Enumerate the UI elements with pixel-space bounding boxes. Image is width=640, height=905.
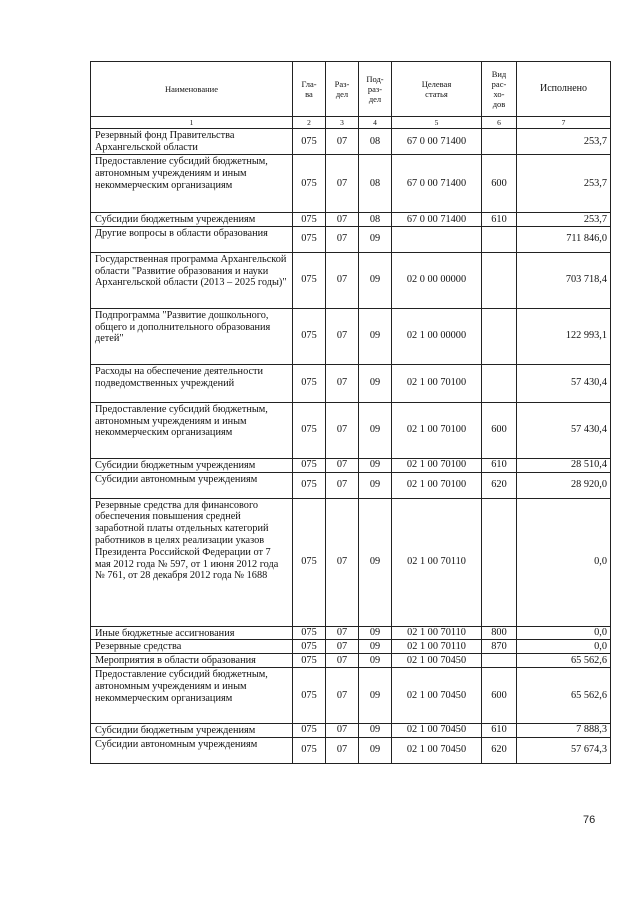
row-podrazdel: 09: [359, 737, 392, 763]
row-vid: [482, 498, 517, 626]
row-amount: 711 846,0: [517, 226, 611, 252]
table-row: [91, 654, 611, 668]
row-podrazdel: 09: [359, 226, 392, 252]
row-amount: 253,7: [517, 155, 611, 213]
row-glava: 075: [293, 723, 326, 737]
row-vid: 620: [482, 737, 517, 763]
table-row: [91, 626, 611, 640]
row-podrazdel: 09: [359, 472, 392, 498]
row-name: Субсидии автономным учреждениям: [91, 472, 293, 498]
row-vid: 610: [482, 723, 517, 737]
row-podrazdel: 09: [359, 654, 392, 668]
row-amount: 703 718,4: [517, 252, 611, 308]
row-vid: [482, 252, 517, 308]
row-podrazdel: 08: [359, 213, 392, 227]
row-vid: [482, 226, 517, 252]
row-podrazdel: 08: [359, 129, 392, 155]
row-podrazdel: 09: [359, 364, 392, 402]
row-target: 02 1 00 70450: [392, 723, 482, 737]
table-row: [91, 402, 611, 458]
row-name: Субсидии бюджетным учреждениям: [91, 213, 293, 227]
row-razdel: 07: [326, 472, 359, 498]
row-glava: 075: [293, 213, 326, 227]
row-vid: 610: [482, 458, 517, 472]
header-name: Наименование: [91, 62, 293, 117]
row-vid: 600: [482, 667, 517, 723]
table-body: [91, 129, 611, 764]
row-razdel: 07: [326, 640, 359, 654]
row-vid: [482, 364, 517, 402]
row-razdel: 07: [326, 155, 359, 213]
table-row: [91, 308, 611, 364]
row-glava: 075: [293, 252, 326, 308]
row-amount: 7 888,3: [517, 723, 611, 737]
row-podrazdel: 09: [359, 458, 392, 472]
row-glava: 075: [293, 640, 326, 654]
row-name: Подпрограмма "Развитие дошкольного, общего и дополнительного образования детей": [91, 308, 293, 364]
table-row: [91, 667, 611, 723]
row-razdel: 07: [326, 129, 359, 155]
column-number: 6: [482, 117, 517, 129]
row-glava: 075: [293, 155, 326, 213]
row-name: Мероприятия в области образования: [91, 654, 293, 668]
row-podrazdel: 09: [359, 723, 392, 737]
row-vid: 600: [482, 402, 517, 458]
row-podrazdel: 09: [359, 640, 392, 654]
row-glava: 075: [293, 129, 326, 155]
row-amount: 28 920,0: [517, 472, 611, 498]
row-name: Государственная программа Архангельской области "Развитие образования и науки Архангельской области (2013 – 2025 годы)": [91, 252, 293, 308]
row-amount: 57 674,3: [517, 737, 611, 763]
row-razdel: 07: [326, 626, 359, 640]
row-target: 02 1 00 00000: [392, 308, 482, 364]
row-amount: 57 430,4: [517, 364, 611, 402]
row-vid: [482, 654, 517, 668]
row-target: 67 0 00 71400: [392, 213, 482, 227]
row-amount: 0,0: [517, 626, 611, 640]
row-razdel: 07: [326, 226, 359, 252]
row-name: Резервный фонд Правительства Архангельской области: [91, 129, 293, 155]
column-number: 4: [359, 117, 392, 129]
row-vid: [482, 308, 517, 364]
row-name: Предоставление субсидий бюджетным, автономным учреждениям и иным некоммерческим организациям: [91, 402, 293, 458]
table-row: [91, 252, 611, 308]
table-row: [91, 213, 611, 227]
row-vid: [482, 129, 517, 155]
header-podrazdel: Под- раз- дел: [359, 62, 392, 117]
header-executed: Исполнено: [517, 62, 611, 117]
row-name: Резервные средства: [91, 640, 293, 654]
row-razdel: 07: [326, 737, 359, 763]
row-target: 02 1 00 70100: [392, 402, 482, 458]
row-target: 02 1 00 70100: [392, 458, 482, 472]
row-razdel: 07: [326, 654, 359, 668]
row-name: Субсидии бюджетным учреждениям: [91, 723, 293, 737]
row-name: Предоставление субсидий бюджетным, автономным учреждениям и иным некоммерческим организациям: [91, 667, 293, 723]
column-number-row: [91, 117, 611, 129]
column-number: 1: [91, 117, 293, 129]
row-name: Субсидии автономным учреждениям: [91, 737, 293, 763]
row-glava: 075: [293, 458, 326, 472]
row-vid: 620: [482, 472, 517, 498]
row-vid: 610: [482, 213, 517, 227]
row-glava: 075: [293, 472, 326, 498]
row-podrazdel: 09: [359, 498, 392, 626]
row-razdel: 07: [326, 458, 359, 472]
row-amount: 122 993,1: [517, 308, 611, 364]
row-razdel: 07: [326, 308, 359, 364]
budget-execution-table: [90, 61, 611, 764]
row-glava: 075: [293, 626, 326, 640]
table-row: [91, 129, 611, 155]
header-target: Целевая статья: [392, 62, 482, 117]
row-podrazdel: 09: [359, 402, 392, 458]
table-row: [91, 458, 611, 472]
row-amount: 57 430,4: [517, 402, 611, 458]
header-vid: Вид рас- хо- дов: [482, 62, 517, 117]
row-razdel: 07: [326, 213, 359, 227]
row-vid: 600: [482, 155, 517, 213]
row-target: [392, 226, 482, 252]
row-glava: 075: [293, 226, 326, 252]
row-podrazdel: 09: [359, 667, 392, 723]
row-amount: 253,7: [517, 129, 611, 155]
table-row: [91, 226, 611, 252]
row-target: 67 0 00 71400: [392, 129, 482, 155]
column-number: 3: [326, 117, 359, 129]
row-name: Предоставление субсидий бюджетным, автономным учреждениям и иным некоммерческим организациям: [91, 155, 293, 213]
row-amount: 0,0: [517, 498, 611, 626]
row-razdel: 07: [326, 402, 359, 458]
header-razdel: Раз- дел: [326, 62, 359, 117]
table-row: [91, 155, 611, 213]
row-podrazdel: 09: [359, 308, 392, 364]
row-target: 02 0 00 00000: [392, 252, 482, 308]
table-row: [91, 723, 611, 737]
row-name: Резервные средства для финансового обеспечения повышения средней заработной платы отдельных категорий работников в целях реализации указов Президента Российской Федерации от 7 мая 2012 года № 597, от 1 июня 2012 года № 761, от 28 декабря 2012 года № 1688: [91, 498, 293, 626]
page-number: 76: [583, 814, 596, 826]
row-podrazdel: 09: [359, 252, 392, 308]
row-amount: 65 562,6: [517, 667, 611, 723]
table-row: [91, 364, 611, 402]
row-target: 02 1 00 70100: [392, 472, 482, 498]
row-podrazdel: 09: [359, 626, 392, 640]
column-number: 2: [293, 117, 326, 129]
row-razdel: 07: [326, 252, 359, 308]
table-row: [91, 640, 611, 654]
row-podrazdel: 08: [359, 155, 392, 213]
row-razdel: 07: [326, 723, 359, 737]
row-amount: 28 510,4: [517, 458, 611, 472]
row-name: Расходы на обеспечение деятельности подведомственных учреждений: [91, 364, 293, 402]
row-amount: 65 562,6: [517, 654, 611, 668]
row-glava: 075: [293, 364, 326, 402]
column-number: 7: [517, 117, 611, 129]
row-vid: 870: [482, 640, 517, 654]
row-name: Субсидии бюджетным учреждениям: [91, 458, 293, 472]
table-row: [91, 472, 611, 498]
row-target: 02 1 00 70110: [392, 640, 482, 654]
table-row: [91, 498, 611, 626]
row-glava: 075: [293, 498, 326, 626]
row-vid: 800: [482, 626, 517, 640]
row-glava: 075: [293, 667, 326, 723]
row-target: 02 1 00 70110: [392, 498, 482, 626]
row-target: 02 1 00 70100: [392, 364, 482, 402]
row-glava: 075: [293, 402, 326, 458]
table-row: [91, 737, 611, 763]
table-header-row: [91, 62, 611, 117]
row-glava: 075: [293, 654, 326, 668]
row-razdel: 07: [326, 498, 359, 626]
header-glava: Гла- ва: [293, 62, 326, 117]
row-target: 02 1 00 70450: [392, 654, 482, 668]
row-target: 02 1 00 70450: [392, 667, 482, 723]
column-number: 5: [392, 117, 482, 129]
row-amount: 253,7: [517, 213, 611, 227]
row-name: Иные бюджетные ассигнования: [91, 626, 293, 640]
row-target: 02 1 00 70450: [392, 737, 482, 763]
row-razdel: 07: [326, 364, 359, 402]
row-name: Другие вопросы в области образования: [91, 226, 293, 252]
row-target: 67 0 00 71400: [392, 155, 482, 213]
row-target: 02 1 00 70110: [392, 626, 482, 640]
row-glava: 075: [293, 737, 326, 763]
row-amount: 0,0: [517, 640, 611, 654]
row-razdel: 07: [326, 667, 359, 723]
row-glava: 075: [293, 308, 326, 364]
